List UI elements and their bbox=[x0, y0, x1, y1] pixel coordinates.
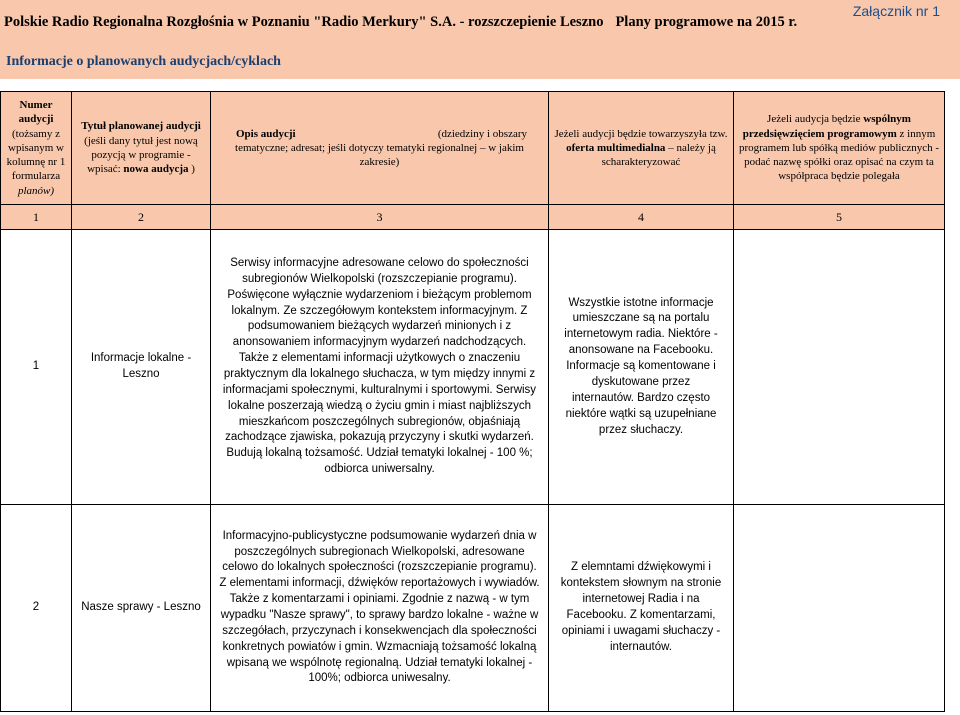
row-multimedia: Wszystkie istotne informacje umieszczane są na portalu internetowym radia. Niektóre - anonsowane na Facebooku. Informacje są komentowane i dyskutowane przez internautów. Bardzo często niektóre wątki są uzupełniane przez słuchaczy. bbox=[549, 230, 734, 505]
header-cell-cooperation: Jeżeli audycja będzie wspólnym przedsięwzięciem programowym z innym programem lub spółką mediów publicznych - podać nazwę spółki oraz opisać na czym ta współpraca będzie polegała bbox=[734, 92, 945, 205]
document-title-left: Polskie Radio Regionalna Rozgłośnia w Poznaniu "Radio Merkury" S.A. - rozszczepienie Leszno bbox=[4, 14, 604, 30]
row-multimedia: Z elemntami dźwiękowymi i kontekstem słownym na stronie internetowej Radia i na Facebooku. Z komentarzami, opiniami i uwagami słuchaczy - internautów. bbox=[549, 505, 734, 712]
row-title: Nasze sprawy - Leszno bbox=[72, 505, 211, 712]
row-cooperation bbox=[734, 505, 945, 712]
table-row bbox=[1, 230, 945, 505]
table-row bbox=[1, 505, 945, 712]
column-number: 2 bbox=[72, 205, 211, 230]
header-cell-title: Tytuł planowanej audycji (jeśli dany tytuł jest nową pozycją w programie - wpisać: nowa audycja ) bbox=[72, 92, 211, 205]
annex-label: Załącznik nr 1 bbox=[852, 3, 940, 19]
row-cooperation bbox=[734, 230, 945, 505]
header-cell-multimedia: Jeżeli audycji będzie towarzyszyła tzw. oferta multimedialna – należy ją scharakteryzować bbox=[549, 92, 734, 205]
header-cell-number: Numer audycji (tożsamy z wpisanym w kolumnę nr 1 formularza planów) bbox=[1, 92, 72, 205]
column-number: 1 bbox=[1, 205, 72, 230]
row-number: 2 bbox=[1, 505, 72, 712]
column-number: 5 bbox=[734, 205, 945, 230]
document-subtitle: Informacje o planowanych audycjach/cyklach bbox=[6, 54, 281, 69]
document-title bbox=[4, 14, 797, 31]
row-description: Serwisy informacyjne adresowane celowo do społeczności subregionów Wielkopolski (rozszczepianie programu). Poświęcone wyłącznie wydarzeniom i bieżącym problemom lokalnym. Ze szczegółowym kontekstem informacyjnym. Z podsumowaniem bieżących wydarzeń minionych i z anonsowaniem informacyjnym wydarzeń nadchodzących. Także z elementami informacji użytkowych o znaczeniu praktycznym dla lokalnego słuchacza, w tym między innymi z informacjami społecznymi, kulturalnymi i sportowymi. Serwisy lokalne poszerzają wiedzą o życiu gmin i miast najbliższych mieszkańcom poszczególnych subregionów, objaśniają zachodzące zjawiska, pokazują przyczyny i skutki wydarzeń. Budują lokalną tożsamość. Udział tematyki lokalnej - 100 %; odbiorca uniwersalny. bbox=[211, 230, 549, 505]
column-number: 3 bbox=[211, 205, 549, 230]
header-cell-description: Opis audycji (dziedziny i obszary tematyczne; adresat; jeśli dotyczy tematyki regionalnej – w jakim zakresie) bbox=[211, 92, 549, 205]
document-title-right: Plany programowe na 2015 r. bbox=[615, 14, 798, 30]
column-number-row bbox=[1, 205, 945, 230]
plans-table bbox=[0, 91, 945, 712]
row-title: Informacje lokalne - Leszno bbox=[72, 230, 211, 505]
table-header-row bbox=[1, 92, 945, 205]
header-gap bbox=[0, 79, 960, 91]
column-number: 4 bbox=[549, 205, 734, 230]
row-number: 1 bbox=[1, 230, 72, 505]
row-description: Informacyjno-publicystyczne podsumowanie wydarzeń dnia w poszczególnych subregionach Wielkopolski, adresowane celowo do lokalnych społeczności (rozszczepianie programu). Z elementami informacji, dźwięków reportażowych i wywiadów. Także z komentarzami i opiniami. Zgodnie z nazwą - w tym wypadku "Nasze sprawy", to sprawy bardzo lokalne - ważne w szczegółach, przyczynach i konsekwencjach dla społeczności konkretnych powiatów i gmin. Wzmacniają tożsamość lokalną wpisaną we wspólnotę regionalną. Udział tematyki lokalnej - 100%; odbiorca uniwesalny. bbox=[211, 505, 549, 712]
